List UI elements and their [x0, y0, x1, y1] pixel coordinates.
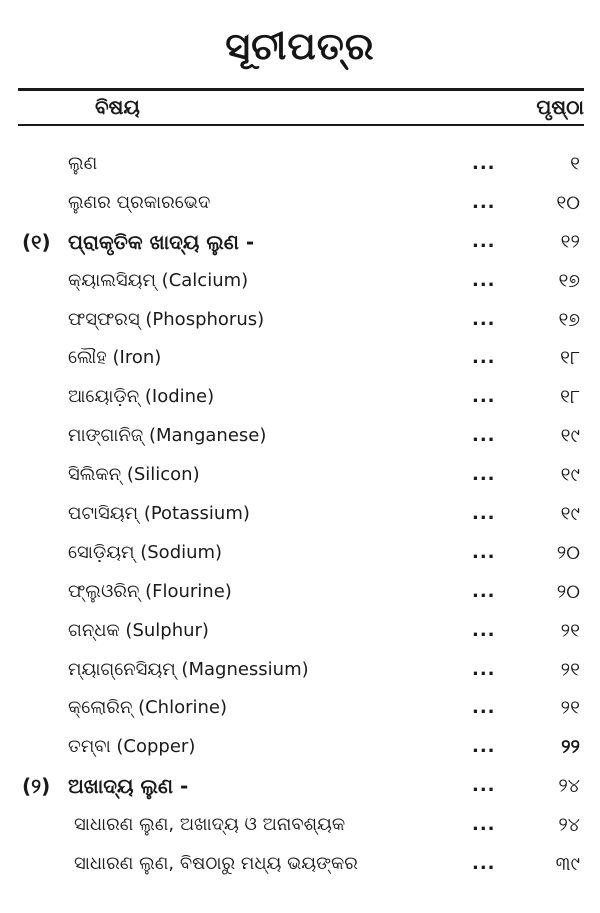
toc-entry-row [0, 728, 600, 767]
leader-dots: ... [472, 153, 496, 174]
toc-entry-row [0, 184, 600, 223]
leader-dots: ... [472, 269, 496, 291]
entry-page-number: ୧୨ [560, 230, 580, 253]
entry-page-number: ୧୯ [560, 425, 580, 448]
entry-label: ସାଧାରଣ ଲୁଣ, ଅଖାଦ୍ୟ ଓ ଅନାବଶ୍ୟକ [74, 814, 346, 836]
entry-page-number: ୧୦ [556, 191, 580, 214]
entry-label: ଆୟୋଡ଼ିନ୍ (Iodine) [68, 386, 215, 408]
entry-label: ଲୌହ (Iron) [68, 347, 162, 369]
toc-entries [0, 145, 600, 884]
entry-label: ଅଖାଦ୍ୟ ଲୁଣ - [68, 774, 189, 799]
toc-entry-row [0, 301, 600, 340]
leader-dots: ... [472, 347, 496, 369]
section-number: (୧) [22, 229, 51, 254]
entry-page-number: ୨୧ [560, 697, 580, 720]
section-number: (୨) [22, 774, 51, 799]
toc-entry-row [0, 495, 600, 534]
leader-dots: ... [472, 464, 496, 486]
toc-entry-row [0, 262, 600, 301]
entry-label: ପଟାସିୟମ୍ (Potassium) [68, 503, 250, 525]
toc-entry-row [0, 378, 600, 417]
entry-page-number: ୨୧ [560, 658, 580, 681]
toc-section-row [0, 767, 600, 806]
column-header-subject: ବିଷୟ [95, 95, 140, 119]
entry-page-number: ୨୧ [560, 619, 580, 642]
entry-page-number: ୨୦ [556, 541, 580, 564]
entry-label: ମାଙ୍ଗାନିଜ୍ (Manganese) [68, 425, 267, 447]
entry-page-number: ୨୪ [558, 814, 580, 837]
entry-label: କ୍ଲୋରିନ୍ (Chlorine) [68, 697, 227, 719]
entry-label: ଲୁଣ [68, 153, 98, 174]
leader-dots: ... [472, 775, 496, 797]
toc-entry-row [0, 573, 600, 612]
entry-label: ସୋଡ଼ିୟମ୍ (Sodium) [68, 541, 223, 563]
leader-dots: ... [472, 658, 496, 680]
entry-page-number: ୧୭ [558, 308, 580, 331]
leader-dots: ... [472, 191, 496, 213]
leader-dots: ... [472, 853, 496, 875]
entry-label: ଗନ୍ଧକ (Sulphur) [68, 619, 209, 641]
header-rule-bottom [18, 124, 584, 126]
entry-label: ଫ୍ଲୁଓରିନ୍ (Flourine) [68, 580, 232, 602]
header-rule-top [18, 88, 584, 91]
entry-label: ସାଧାରଣ ଲୁଣ, ବିଷଠାରୁ ମଧ୍ୟ ଭୟଙ୍କର [74, 853, 358, 875]
entry-label: ପ୍ରାକୃତିକ ଖାଦ୍ୟ ଲୁଣ - [68, 229, 255, 254]
leader-dots: ... [472, 697, 496, 719]
toc-section-row [0, 223, 600, 262]
entry-page-number: ୧୭ [558, 269, 580, 292]
leader-dots: ... [472, 619, 496, 641]
leader-dots: ... [472, 386, 496, 408]
leader-dots: ... [472, 580, 496, 602]
page-title: ସୂଚୀପତ୍ର [225, 24, 375, 68]
leader-dots: ... [472, 308, 496, 330]
entry-page-number: ୧୯ [560, 464, 580, 487]
leader-dots: ... [472, 425, 496, 447]
entry-label: ଫସ୍ଫରସ୍ (Phosphorus) [68, 308, 265, 330]
entry-page-number: ୧ [570, 153, 580, 175]
leader-dots: ... [472, 736, 496, 758]
leader-dots: ... [472, 814, 496, 836]
entry-page-number: ୨୨ [561, 736, 580, 759]
entry-page-number: ୨୦ [556, 580, 580, 603]
entry-label: ମ୍ୟାଗ୍ନେସିୟମ୍ (Magnessium) [68, 658, 309, 680]
toc-entry-row [0, 845, 600, 884]
toc-entry-row [0, 612, 600, 651]
leader-dots: ... [472, 503, 496, 525]
entry-label: ଲୁଣର ପ୍ରକାରଭେଦ [68, 191, 211, 213]
entry-label: କ୍ୟାଲସିୟମ୍ (Calcium) [68, 269, 249, 291]
leader-dots: ... [472, 230, 496, 252]
toc-entry-row [0, 145, 600, 184]
toc-entry-row [0, 339, 600, 378]
column-header-page: ପୃଷ୍ଠା [536, 95, 584, 119]
toc-entry-row [0, 651, 600, 690]
entry-label: ତମ୍ବା (Copper) [68, 736, 196, 758]
entry-page-number: ୧୮ [560, 386, 580, 409]
toc-entry-row [0, 417, 600, 456]
entry-page-number: ୩୯ [555, 853, 580, 876]
toc-entry-row [0, 689, 600, 728]
toc-entry-row [0, 456, 600, 495]
toc-entry-row [0, 806, 600, 845]
entry-label: ସିଲିକନ୍ (Silicon) [68, 464, 200, 486]
entry-page-number: ୧୯ [560, 503, 580, 526]
entry-page-number: ୨୪ [558, 775, 580, 798]
leader-dots: ... [472, 541, 496, 563]
entry-page-number: ୧୮ [560, 347, 580, 370]
toc-entry-row [0, 534, 600, 573]
